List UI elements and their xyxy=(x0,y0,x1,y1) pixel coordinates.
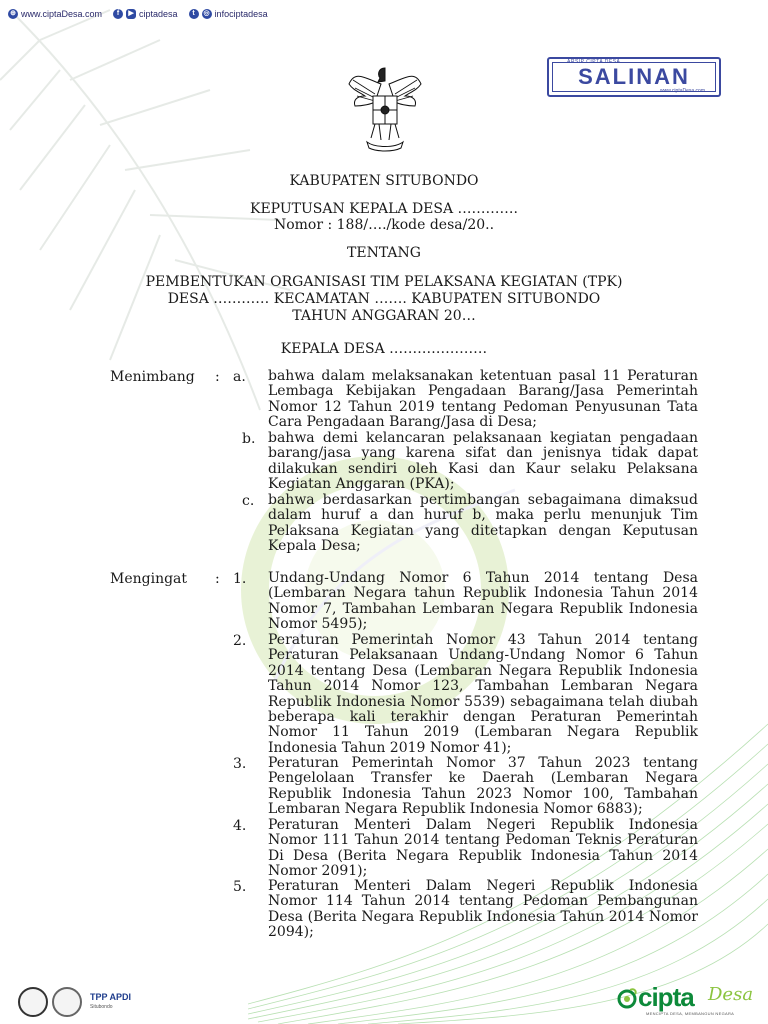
mengingat-item-4: Peraturan Menteri Dalam Negeri Republik Indonesia Nomor 111 Tahun 2014 tentang Pedoman Teknis Peraturan Di Desa (Berita Negara Republik Indonesia Tahun 2014 Nomor 2091); xyxy=(268,817,698,880)
web-icon: ⊕ xyxy=(8,9,18,19)
kabupaten-heading: KABUPATEN SITUBONDO xyxy=(289,173,479,189)
list-marker: 3. xyxy=(233,756,247,772)
tpp-apdi-logo xyxy=(90,992,131,1012)
cipta-wordmark: cipta xyxy=(638,982,694,1012)
stamp-top-text: ARSIP CIPTA DESA xyxy=(567,59,621,65)
tentang-heading: TENTANG xyxy=(347,245,421,261)
mengingat-item-1: Undang-Undang Nomor 6 Tahun 2014 tentang Desa (Lembaran Negara tahun Republik Indonesia Tahun 2014 Nomor 7, Tambahan Lembaran Negara Republik Indonesia Nomor 5495); xyxy=(268,570,698,633)
menimbang-item-b: bahwa demi kelancaran pelaksanaan kegiatan pengadaan barang/jasa yang karena sifat dan jenisnya tidak dapat dilakukan sendiri oleh Kasi dan Kaur selaku Pelaksana Kegiatan Anggaran (PKA); xyxy=(268,430,698,493)
keputusan-heading: KEPUTUSAN KEPALA DESA …………. xyxy=(249,201,519,217)
menimbang-colon: : xyxy=(215,369,220,385)
menimbang-item-a: bahwa dalam melaksanakan ketentuan pasal 11 Peraturan Lembaga Kebijakan Pengadaan Barang/Jasa Pemerintah Nomor 12 Tahun 2019 tentang Pedoman Penyusunan Tata Cara Pengadaan Barang/Jasa di Desa; xyxy=(268,368,698,431)
kepala-desa-heading: KEPALA DESA ………………… xyxy=(280,341,488,357)
facebook-icon: f xyxy=(113,9,123,19)
salinan-stamp xyxy=(547,57,721,97)
list-marker: c. xyxy=(242,493,255,509)
instagram-text: infociptadesa xyxy=(214,9,268,19)
regency-seal-logo xyxy=(52,987,82,1017)
nomor-line: Nomor : 188/…./kode desa/20.. xyxy=(273,217,495,233)
list-marker: 1. xyxy=(233,571,247,587)
list-marker: 5. xyxy=(233,879,247,895)
list-marker: 2. xyxy=(233,633,247,649)
youtube-text: ciptadesa xyxy=(139,9,178,19)
subject-line-3: TAHUN ANGGARAN 20… xyxy=(292,308,476,324)
list-marker: 4. xyxy=(233,818,247,834)
website-text: www.ciptaDesa.com xyxy=(21,9,103,19)
menimbang-item-c: bahwa berdasarkan pertimbangan sebagaimana dimaksud dalam huruf a dan huruf b, maka perlu menunjuk Tim Pelaksana Kegiatan yang ditetapkan dengan Keputusan Kepala Desa; xyxy=(268,492,698,555)
menimbang-label: Menimbang xyxy=(110,369,195,385)
twitter-icon: t xyxy=(189,9,199,19)
mengingat-item-5: Peraturan Menteri Dalam Negeri Republik Indonesia Nomor 114 Tahun 2014 tentang Pedoman Pembangunan Desa (Berita Negara Republik Indonesia Tahun 2014 Nomor 2094); xyxy=(268,878,698,941)
mengingat-item-2: Peraturan Pemerintah Nomor 43 Tahun 2014 tentang Peraturan Pelaksanaan Undang-Undang Nomor 6 Tahun 2014 tentang Desa (Lembaran Negara Republik Indonesia Tahun 2014 Nomor 123, Tambahan Lembaran Negara Republik Indonesia Nomor 5539) sebagaimana telah diubah beberapa kali terakhir dengan Peraturan Pemerintah Nomor 11 Tahun 2019 (Lembaran Negara Republik Indonesia Tahun 2019 Nomor 41); xyxy=(268,632,698,756)
footer-partner-logos xyxy=(18,987,131,1017)
stamp-url: www.ciptaDesa.com xyxy=(659,88,705,94)
mengingat-label: Mengingat xyxy=(110,571,188,587)
stamp-word: SALINAN xyxy=(578,64,690,89)
tpp-apdi-text: TPP APDI xyxy=(90,992,132,1002)
garuda-emblem xyxy=(345,60,425,160)
instagram-icon: ◎ xyxy=(203,10,210,17)
cipta-tagline: MENCIPTA DESA, MEMBANGUN NEGARA xyxy=(646,1011,735,1016)
subject-line-1: PEMBENTUKAN ORGANISASI TIM PELAKSANA KEGIATAN (TPK) xyxy=(145,274,623,290)
desa-wordmark: Desa xyxy=(708,984,754,1005)
mengingat-colon: : xyxy=(215,571,220,587)
list-marker: a. xyxy=(233,369,246,385)
kemendes-logo xyxy=(18,987,48,1017)
mengingat-item-3: Peraturan Pemerintah Nomor 37 Tahun 2023 tentang Pengelolaan Transfer ke Daerah (Lembaran Negara Republik Indonesia Tahun 2023 Nomor 100, Tambahan Lembaran Negara Republik Indonesia Nomor 6883); xyxy=(268,755,698,818)
ciptadesa-logo xyxy=(616,982,756,1018)
ciptadesa-mark-icon xyxy=(616,987,638,1009)
social-media-bar xyxy=(8,9,268,19)
list-marker: b. xyxy=(242,431,256,447)
subject-line-2: DESA ………… KECAMATAN ……. KABUPATEN SITUBONDO xyxy=(167,291,601,307)
youtube-icon: ▶ xyxy=(126,9,136,19)
tpp-apdi-subtext: Situbondo xyxy=(90,1004,113,1010)
